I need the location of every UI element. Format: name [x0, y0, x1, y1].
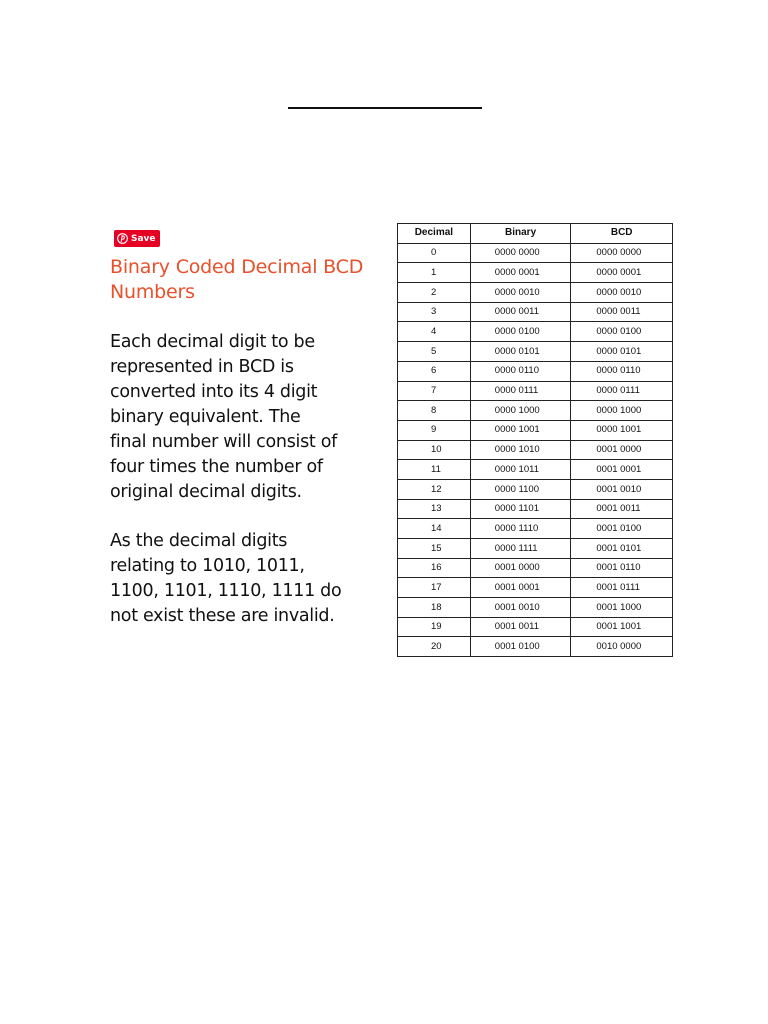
table-row — [398, 302, 673, 322]
cell-decimal: 15 — [398, 539, 471, 559]
text-line: not exist these are invalid. — [110, 606, 335, 626]
explanation-paragraph-2 — [110, 529, 392, 629]
table-row — [398, 342, 673, 362]
cell-bcd: 0001 0000 — [571, 440, 673, 460]
text-line: final number will consist of — [110, 432, 337, 452]
table-row — [398, 243, 673, 263]
table-row — [398, 361, 673, 381]
text-line: original decimal digits. — [110, 482, 302, 502]
table-row — [398, 499, 673, 519]
table-row — [398, 539, 673, 559]
cell-decimal: 9 — [398, 420, 471, 440]
table-row — [398, 440, 673, 460]
table-header-row — [398, 224, 673, 244]
cell-decimal: 10 — [398, 440, 471, 460]
cell-decimal: 14 — [398, 519, 471, 539]
cell-binary: 0000 0110 — [470, 361, 571, 381]
cell-binary: 0000 1111 — [470, 539, 571, 559]
cell-binary: 0000 0011 — [470, 302, 571, 322]
table-row — [398, 617, 673, 637]
cell-decimal: 5 — [398, 342, 471, 362]
cell-bcd: 0000 1001 — [571, 420, 673, 440]
cell-bcd: 0001 0111 — [571, 578, 673, 598]
header-decimal: Decimal — [398, 224, 471, 244]
cell-decimal: 4 — [398, 322, 471, 342]
cell-bcd: 0001 0010 — [571, 479, 673, 499]
cell-binary: 0000 0000 — [470, 243, 571, 263]
cell-binary: 0000 0100 — [470, 322, 571, 342]
cell-decimal: 1 — [398, 263, 471, 283]
cell-decimal: 7 — [398, 381, 471, 401]
cell-bcd: 0000 0001 — [571, 263, 673, 283]
header-binary: Binary — [470, 224, 571, 244]
cell-bcd: 0000 0010 — [571, 283, 673, 303]
title-underline — [288, 107, 482, 109]
save-button[interactable] — [114, 230, 160, 247]
heading-line-2: Numbers — [110, 281, 195, 303]
cell-bcd: 0000 0101 — [571, 342, 673, 362]
table-row — [398, 578, 673, 598]
cell-decimal: 18 — [398, 598, 471, 618]
text-line: Each decimal digit to be — [110, 332, 315, 352]
cell-binary: 0000 0010 — [470, 283, 571, 303]
text-line: As the decimal digits — [110, 531, 288, 551]
table-row — [398, 401, 673, 421]
table-row — [398, 263, 673, 283]
cell-binary: 0001 0000 — [470, 558, 571, 578]
cell-binary: 0001 0100 — [470, 637, 571, 657]
cell-bcd: 0000 0100 — [571, 322, 673, 342]
cell-decimal: 12 — [398, 479, 471, 499]
save-button-label: Save — [131, 233, 156, 244]
cell-bcd: 0001 0101 — [571, 539, 673, 559]
cell-bcd: 0001 0110 — [571, 558, 673, 578]
cell-bcd: 0001 0001 — [571, 460, 673, 480]
cell-decimal: 13 — [398, 499, 471, 519]
cell-decimal: 2 — [398, 283, 471, 303]
cell-binary: 0001 0010 — [470, 598, 571, 618]
cell-bcd: 0010 0000 — [571, 637, 673, 657]
cell-decimal: 19 — [398, 617, 471, 637]
text-line: represented in BCD is — [110, 357, 294, 377]
table-row — [398, 283, 673, 303]
text-line: relating to 1010, 1011, — [110, 556, 305, 576]
cell-decimal: 3 — [398, 302, 471, 322]
bcd-figure — [104, 212, 680, 664]
cell-bcd: 0001 0011 — [571, 499, 673, 519]
cell-binary: 0000 0101 — [470, 342, 571, 362]
bcd-table — [397, 223, 673, 657]
cell-binary: 0000 1011 — [470, 460, 571, 480]
cell-bcd: 0000 0011 — [571, 302, 673, 322]
figure-heading — [110, 255, 390, 305]
table-row — [398, 558, 673, 578]
explanation-paragraph-1 — [110, 330, 392, 505]
cell-decimal: 17 — [398, 578, 471, 598]
cell-binary: 0000 0111 — [470, 381, 571, 401]
cell-decimal: 8 — [398, 401, 471, 421]
cell-bcd: 0001 1000 — [571, 598, 673, 618]
text-line: binary equivalent. The — [110, 407, 301, 427]
cell-bcd: 0001 1001 — [571, 617, 673, 637]
heading-line-1: Binary Coded Decimal BCD — [110, 256, 364, 278]
table-row — [398, 479, 673, 499]
table-row — [398, 381, 673, 401]
cell-binary: 0000 0001 — [470, 263, 571, 283]
cell-decimal: 20 — [398, 637, 471, 657]
cell-binary: 0000 1000 — [470, 401, 571, 421]
cell-decimal: 0 — [398, 243, 471, 263]
table-row — [398, 322, 673, 342]
cell-binary: 0001 0011 — [470, 617, 571, 637]
cell-binary: 0000 1001 — [470, 420, 571, 440]
cell-binary: 0000 1101 — [470, 499, 571, 519]
text-line: 1100, 1101, 1110, 1111 do — [110, 581, 342, 601]
cell-binary: 0000 1010 — [470, 440, 571, 460]
cell-binary: 0001 0001 — [470, 578, 571, 598]
cell-bcd: 0000 1000 — [571, 401, 673, 421]
cell-bcd: 0000 0000 — [571, 243, 673, 263]
table-row — [398, 460, 673, 480]
table-row — [398, 598, 673, 618]
cell-binary: 0000 1100 — [470, 479, 571, 499]
table-row — [398, 519, 673, 539]
cell-bcd: 0001 0100 — [571, 519, 673, 539]
pinterest-icon — [117, 233, 128, 244]
cell-decimal: 11 — [398, 460, 471, 480]
text-line: converted into its 4 digit — [110, 382, 318, 402]
cell-decimal: 16 — [398, 558, 471, 578]
cell-bcd: 0000 0111 — [571, 381, 673, 401]
cell-binary: 0000 1110 — [470, 519, 571, 539]
table-row — [398, 637, 673, 657]
cell-decimal: 6 — [398, 361, 471, 381]
table-row — [398, 420, 673, 440]
header-bcd: BCD — [571, 224, 673, 244]
text-line: four times the number of — [110, 457, 323, 477]
cell-bcd: 0000 0110 — [571, 361, 673, 381]
table-body — [398, 243, 673, 656]
